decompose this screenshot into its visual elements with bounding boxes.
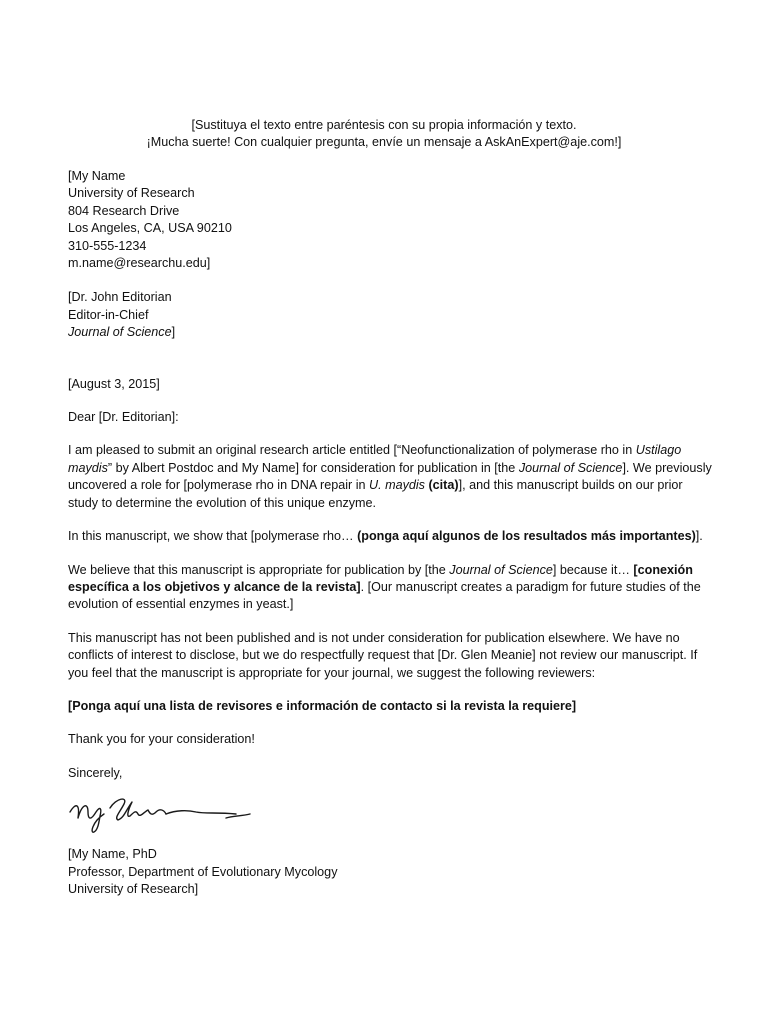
recipient-title: Editor-in-Chief	[68, 307, 149, 322]
letter-body	[68, 168, 728, 898]
letter-date: [August 3, 2015]	[68, 376, 160, 391]
p1-text: ]. We previously	[622, 460, 712, 475]
p1-journal: Journal of Science	[518, 460, 623, 475]
p3-text: ] because it…	[552, 562, 634, 577]
sender-email: m.name@researchu.edu]	[68, 256, 211, 271]
p2-results-placeholder: (ponga aquí algunos de los resultados más importantes)	[357, 529, 696, 544]
p3-journal: Journal of Science	[449, 562, 553, 577]
p2-text: In this manuscript, we show that [polymerase rho…	[68, 529, 358, 544]
signer-institution: University of Research]	[68, 881, 199, 896]
signer-name: [My Name, PhD	[68, 847, 157, 862]
p3-text: . [Our manuscript creates a paradigm for future studies of the	[360, 579, 701, 594]
p1-species-abbrev: U. maydis	[369, 478, 425, 493]
thanks-line: Thank you for your consideration!	[68, 732, 255, 747]
sender-phone: 310-555-1234	[68, 238, 147, 253]
paragraph-declarations	[68, 630, 728, 682]
p4-text: This manuscript has not been published and is not under consideration for publication elsewhere. We have no	[68, 630, 680, 645]
recipient-name: [Dr. John Editorian	[68, 290, 172, 305]
p1-text: uncovered a role for [polymerase rho in DNA repair in	[68, 478, 369, 493]
instructions-header	[0, 117, 768, 152]
closing: Sincerely,	[68, 765, 123, 780]
handwritten-signature	[66, 788, 266, 836]
signer-title: Professor, Department of Evolutionary Mycology	[68, 864, 338, 879]
sender-name: [My Name	[68, 169, 126, 183]
p1-species-genus: Ustilago	[635, 443, 682, 458]
reviewers-placeholder: [Ponga aquí una lista de revisores e información de contacto si la revista la requiere]	[68, 698, 577, 713]
sender-institution: University of Research	[68, 186, 195, 201]
p1-text: I am pleased to submit an original research article entitled [“Neofunctionalization of polymerase rho in	[68, 443, 636, 458]
p1-citation-placeholder: (cita)	[428, 478, 459, 493]
p1-text: ], and this manuscript builds on our prior	[458, 478, 683, 493]
paragraph-results	[68, 528, 728, 545]
recipient-journal-bracket: ]	[171, 325, 176, 340]
p4-text: you feel that the manuscript is appropriate for your journal, we suggest the following reviewers:	[68, 665, 596, 680]
instructions-line-1: [Sustituya el texto entre paréntesis con su propia información y texto.	[191, 118, 577, 132]
recipient-journal	[68, 324, 728, 341]
p1-species-epithet: maydis	[68, 460, 108, 475]
p3-text: We believe that this manuscript is appropriate for publication by [the	[68, 562, 450, 577]
p4-text: conflicts of interest to disclose, but we do respectfully request that [Dr. Glen Meanie] not review our manuscript. If	[68, 648, 698, 663]
p2-text: ].	[695, 529, 703, 544]
paragraph-fit	[68, 562, 728, 614]
instructions-line-2: ¡Mucha suerte! Con cualquier pregunta, envíe un mensaje a AskAnExpert@aje.com!]	[146, 135, 622, 150]
paragraph-intro	[68, 442, 728, 512]
sender-address	[68, 168, 728, 272]
signer-block	[68, 846, 728, 898]
p1-text: study to determine the evolution of this unique enzyme.	[68, 495, 377, 510]
p3-scope-placeholder: específica a los objetivos y alcance de la revista]	[68, 579, 361, 594]
salutation: Dear [Dr. Editorian]:	[68, 410, 179, 425]
sender-city: Los Angeles, CA, USA 90210	[68, 221, 232, 236]
p3-text: evolution of essential enzymes in yeast.]	[68, 597, 294, 612]
sender-street: 804 Research Drive	[68, 203, 180, 218]
recipient-address	[68, 289, 728, 341]
p1-text: ” by Albert Postdoc and My Name] for consideration for publication in [the	[107, 460, 519, 475]
journal-name: Journal of Science	[68, 325, 172, 340]
p3-scope-placeholder: [conexión	[633, 562, 693, 577]
